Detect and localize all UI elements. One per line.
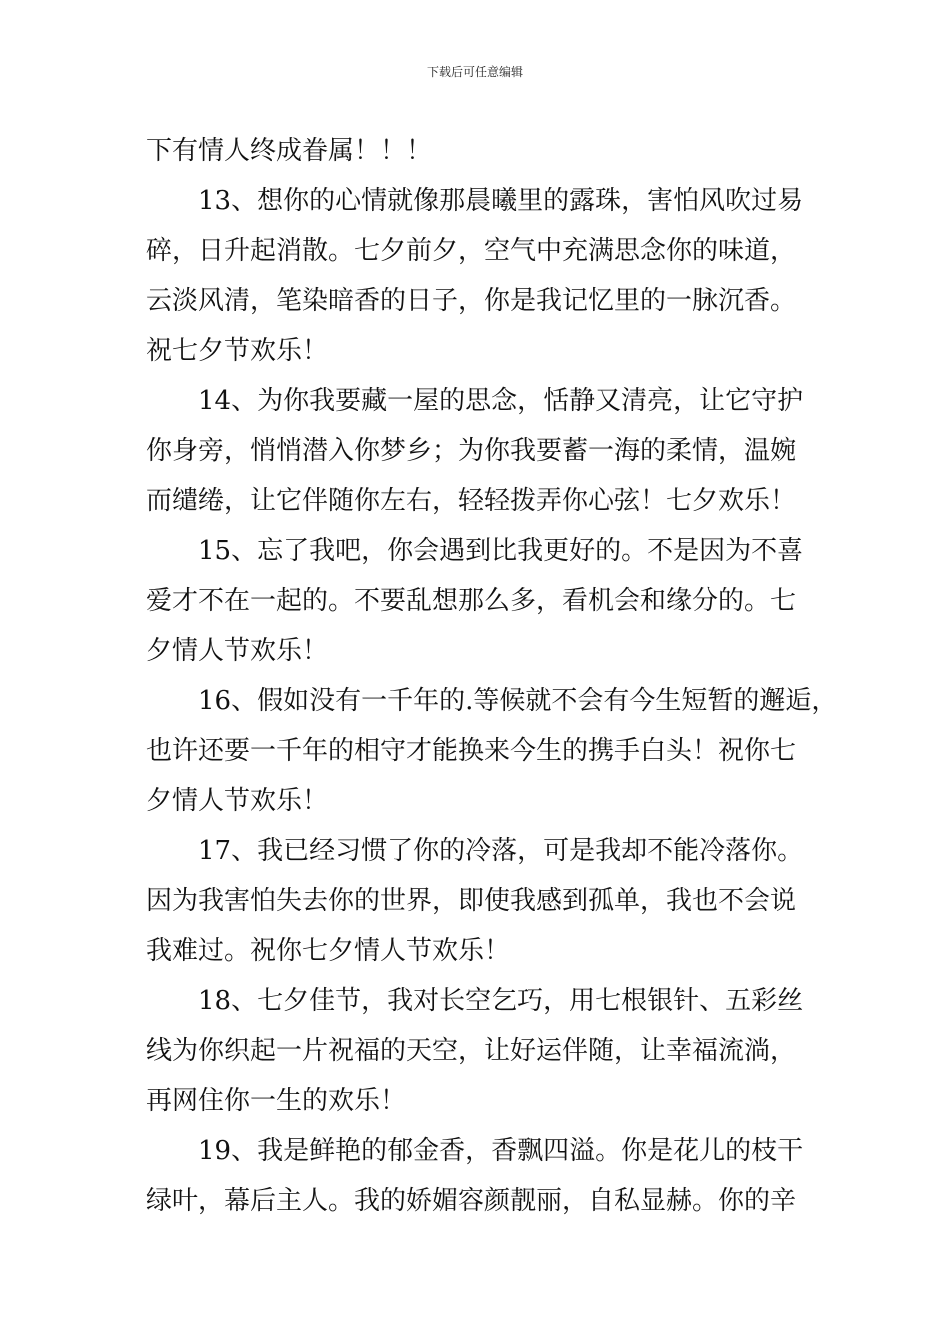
- text-line: 夕情人节欢乐！: [146, 786, 329, 816]
- page-header: 下载后可任意编辑: [426, 65, 523, 79]
- text-line: 再网住你一生的欢乐！: [146, 1086, 407, 1116]
- text-line: 下有情人终成眷属！！！: [146, 136, 433, 166]
- text-line: 16、假如没有一千年的.等候就不会有今生短暂的邂逅，: [198, 686, 838, 716]
- text-line: 碎，日升起消散。七夕前夕，空气中充满思念你的味道，: [146, 236, 797, 266]
- text-line: 因为我害怕失去你的世界，即使我感到孤单，我也不会说: [146, 886, 797, 916]
- text-line: 也许还要一千年的相守才能换来今生的携手白头！祝你七: [146, 736, 797, 766]
- text-line: 云淡风清，笔染暗香的日子，你是我记忆里的一脉沉香。: [146, 286, 797, 316]
- text-line: 14、为你我要藏一屋的思念，恬静又清亮，让它守护: [198, 386, 804, 416]
- text-line: 我难过。祝你七夕情人节欢乐！: [146, 936, 511, 966]
- text-line: 15、忘了我吧，你会遇到比我更好的。不是因为不喜: [198, 536, 804, 566]
- text-line: 祝七夕节欢乐！: [146, 336, 329, 366]
- text-line: 而缱绻，让它伴随你左右，轻轻拨弄你心弦！七夕欢乐！: [146, 486, 797, 516]
- text-line: 线为你织起一片祝福的天空，让好运伴随，让幸福流淌，: [146, 1036, 797, 1066]
- text-line: 13、想你的心情就像那晨曦里的露珠，害怕风吹过易: [198, 186, 804, 216]
- text-line: 19、我是鲜艳的郁金香，香飘四溢。你是花儿的枝干: [198, 1136, 804, 1166]
- text-line: 夕情人节欢乐！: [146, 636, 329, 666]
- text-line: 你身旁，悄悄潜入你梦乡；为你我要蓄一海的柔情，温婉: [146, 436, 797, 466]
- document-body: [146, 126, 838, 1226]
- text-line: 爱才不在一起的。不要乱想那么多，看机会和缘分的。七: [146, 586, 797, 616]
- text-line: 18、七夕佳节，我对长空乞巧，用七根银针、五彩丝: [198, 986, 804, 1016]
- text-line: 绿叶，幕后主人。我的娇媚容颜靓丽，自私显赫。你的辛: [146, 1186, 797, 1216]
- text-line: 17、我已经习惯了你的冷落，可是我却不能冷落你。: [198, 836, 804, 866]
